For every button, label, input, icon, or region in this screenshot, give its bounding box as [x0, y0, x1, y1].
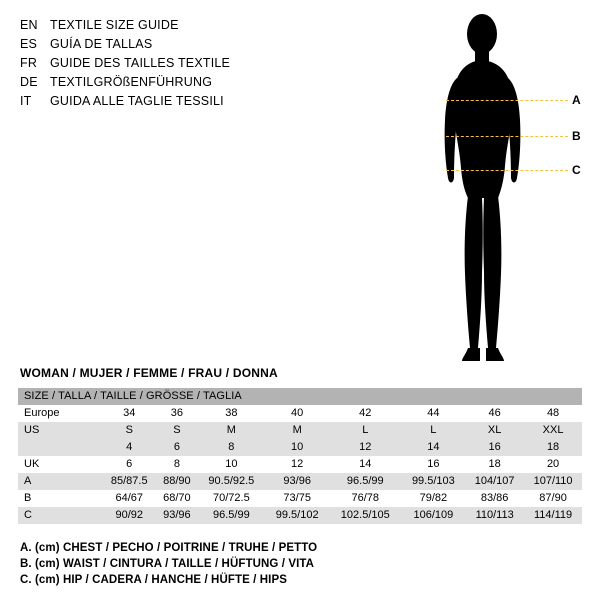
- cell: 4: [102, 439, 156, 456]
- cell: L: [402, 422, 466, 439]
- cell: 90/92: [102, 507, 156, 524]
- language-code: IT: [20, 94, 32, 108]
- cell: XXL: [524, 422, 582, 439]
- language-title: GUIDA ALLE TAGLIE TESSILI: [50, 94, 224, 108]
- section-caption: WOMAN / MUJER / FEMME / FRAU / DONNA: [20, 366, 278, 380]
- cell: 93/96: [156, 507, 197, 524]
- cell: 16: [465, 439, 524, 456]
- language-code: ES: [20, 37, 38, 51]
- language-row: [20, 94, 340, 113]
- language-row: [20, 37, 340, 56]
- table-row: [18, 439, 582, 456]
- row-label: A: [18, 473, 102, 490]
- measure-label-c: C: [572, 163, 581, 177]
- cell: 76/78: [329, 490, 402, 507]
- cell: 34: [102, 405, 156, 422]
- cell: 96.5/99: [329, 473, 402, 490]
- cell: 18: [465, 456, 524, 473]
- measure-line-c: [446, 170, 568, 171]
- cell: 20: [524, 456, 582, 473]
- table-header-row: [18, 388, 582, 405]
- language-row: [20, 56, 340, 75]
- cell: 8: [156, 456, 197, 473]
- cell: 102.5/105: [329, 507, 402, 524]
- cell: 48: [524, 405, 582, 422]
- cell: 83/86: [465, 490, 524, 507]
- measure-label-b: B: [572, 129, 581, 143]
- language-title: TEXTILE SIZE GUIDE: [50, 18, 179, 32]
- cell: 6: [102, 456, 156, 473]
- cell: 14: [329, 456, 402, 473]
- language-title: GUIDE DES TAILLES TEXTILE: [50, 56, 231, 70]
- cell: 87/90: [524, 490, 582, 507]
- cell: 68/70: [156, 490, 197, 507]
- measure-line-b: [446, 136, 568, 137]
- table-header-label: SIZE / TALLA / TAILLE / GRÖSSE / TAGLIA: [18, 388, 582, 405]
- table-row: [18, 473, 582, 490]
- measurement-legend: [20, 540, 580, 588]
- cell: 79/82: [402, 490, 466, 507]
- cell: 114/119: [524, 507, 582, 524]
- table-row: [18, 456, 582, 473]
- cell: 16: [402, 456, 466, 473]
- language-title: TEXTILGRÖßENFÜHRUNG: [50, 75, 213, 89]
- legend-item-a: A. (cm) CHEST / PECHO / POITRINE / TRUHE / PETTO: [20, 542, 318, 554]
- cell: 12: [265, 456, 329, 473]
- cell: 44: [402, 405, 466, 422]
- cell: M: [265, 422, 329, 439]
- table-row: [18, 490, 582, 507]
- table-row: [18, 507, 582, 524]
- language-row: [20, 75, 340, 94]
- cell: 10: [197, 456, 265, 473]
- cell: 12: [329, 439, 402, 456]
- size-table: [18, 388, 582, 524]
- cell: 42: [329, 405, 402, 422]
- female-silhouette-icon: [420, 8, 590, 368]
- cell: 6: [156, 439, 197, 456]
- cell: 88/90: [156, 473, 197, 490]
- measure-line-a: [446, 100, 568, 101]
- cell: S: [156, 422, 197, 439]
- row-label: UK: [18, 456, 102, 473]
- cell: 99.5/103: [402, 473, 466, 490]
- cell: 64/67: [102, 490, 156, 507]
- cell: 106/109: [402, 507, 466, 524]
- cell: 110/113: [465, 507, 524, 524]
- language-code: EN: [20, 18, 38, 32]
- cell: 104/107: [465, 473, 524, 490]
- row-label: US: [18, 422, 102, 439]
- legend-item-b: B. (cm) WAIST / CINTURA / TAILLE / HÜFTUNG / VITA: [20, 558, 315, 570]
- measure-label-a: A: [572, 93, 581, 107]
- cell: 85/87.5: [102, 473, 156, 490]
- cell: 46: [465, 405, 524, 422]
- table-row: [18, 405, 582, 422]
- cell: 96.5/99: [197, 507, 265, 524]
- cell: L: [329, 422, 402, 439]
- legend-item-c: C. (cm) HIP / CADERA / HANCHE / HÜFTE / HIPS: [20, 574, 288, 586]
- row-label: B: [18, 490, 102, 507]
- cell: S: [102, 422, 156, 439]
- language-title: GUÍA DE TALLAS: [50, 37, 153, 51]
- row-label: Europe: [18, 405, 102, 422]
- cell: 107/110: [524, 473, 582, 490]
- cell: 93/96: [265, 473, 329, 490]
- table-row: [18, 422, 582, 439]
- language-row: [20, 18, 340, 37]
- cell: 8: [197, 439, 265, 456]
- cell: 14: [402, 439, 466, 456]
- cell: 73/75: [265, 490, 329, 507]
- cell: 70/72.5: [197, 490, 265, 507]
- cell: 90.5/92.5: [197, 473, 265, 490]
- cell: 10: [265, 439, 329, 456]
- body-figure: [420, 8, 590, 368]
- language-code: DE: [20, 75, 38, 89]
- language-list: [20, 18, 340, 113]
- language-code: FR: [20, 56, 38, 70]
- row-label: C: [18, 507, 102, 524]
- cell: XL: [465, 422, 524, 439]
- cell: M: [197, 422, 265, 439]
- row-label: [18, 439, 102, 456]
- cell: 36: [156, 405, 197, 422]
- cell: 99.5/102: [265, 507, 329, 524]
- cell: 38: [197, 405, 265, 422]
- cell: 18: [524, 439, 582, 456]
- cell: 40: [265, 405, 329, 422]
